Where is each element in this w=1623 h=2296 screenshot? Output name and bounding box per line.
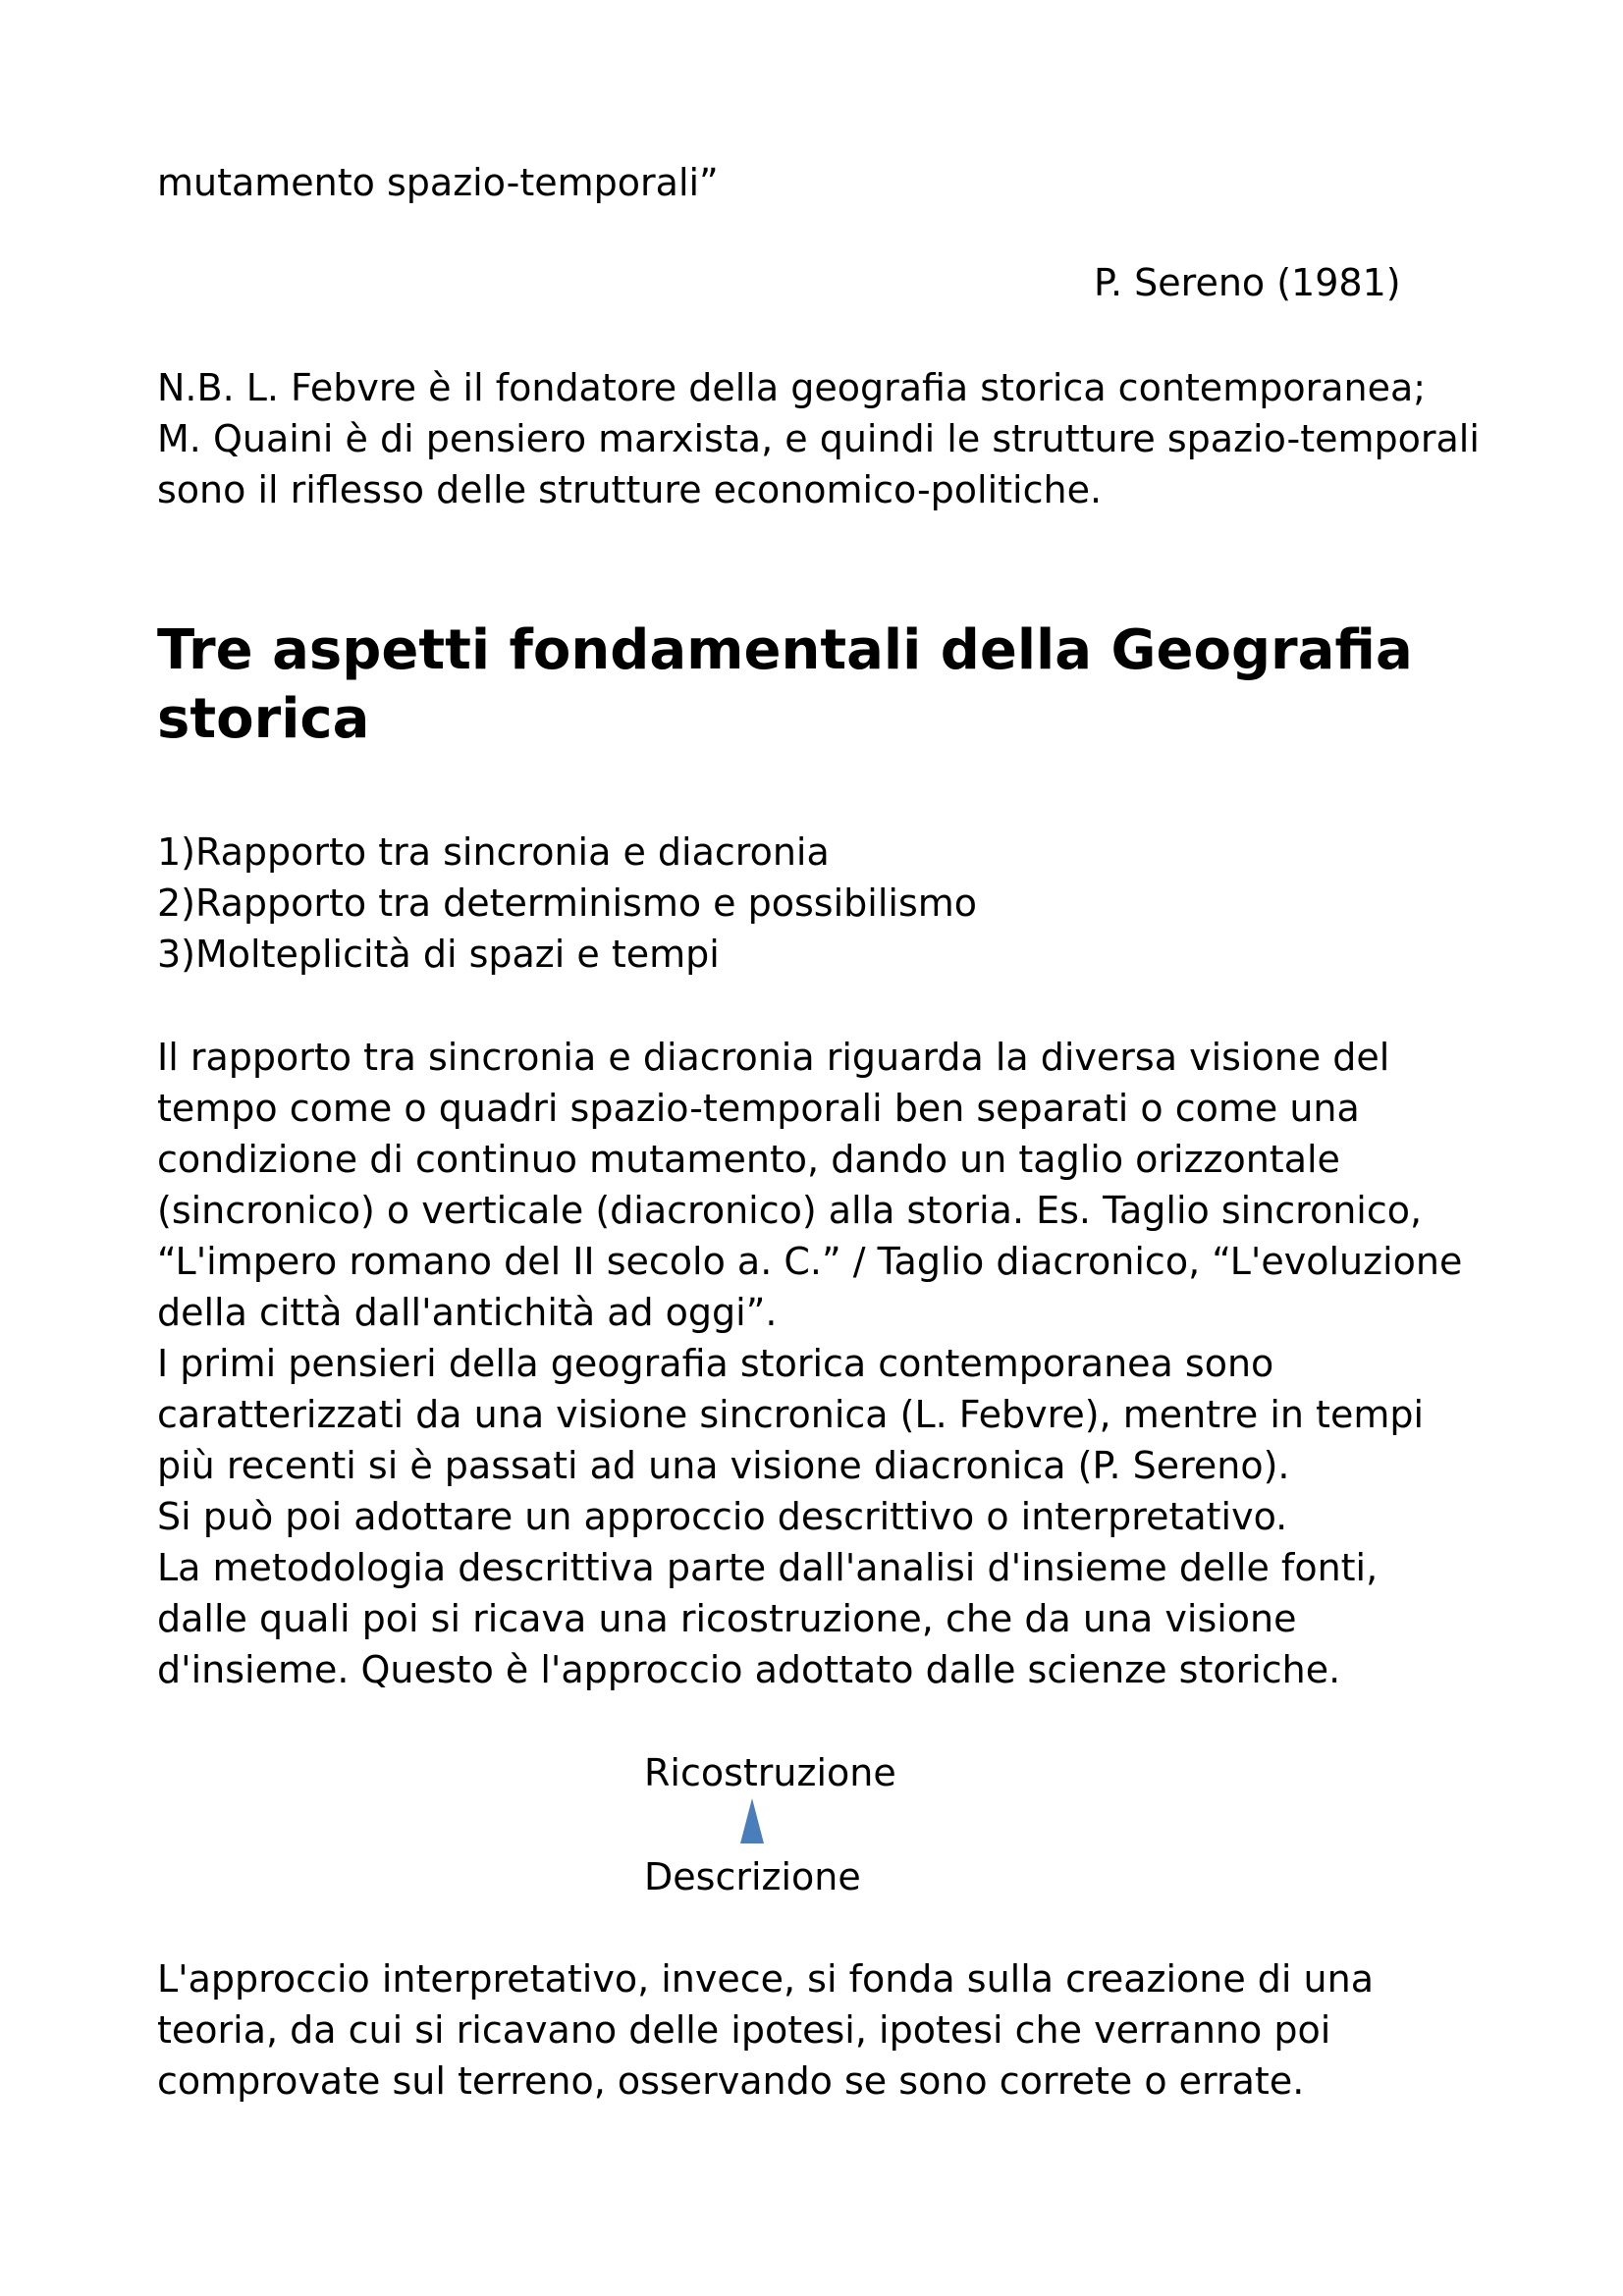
body-line: (sincronico) o verticale (diacronico) alla storia. Es. Taglio sincronico, [157, 1189, 1423, 1232]
closing-line: teoria, da cui si ricavano delle ipotesi, ipotesi che verranno poi [157, 2008, 1331, 2052]
diagram-top-label: Ricostruzione [644, 1751, 896, 1794]
closing-line: L'approccio interpretativo, invece, si fonda sulla creazione di una [157, 1957, 1375, 2001]
body-line: d'insieme. Questo è l'approccio adottato dalle scienze storiche. [157, 1648, 1341, 1691]
body-line: Il rapporto tra sincronia e diacronia riguarda la diversa visione del [157, 1036, 1390, 1079]
body-line: più recenti si è passati ad una visione diacronica (P. Sereno). [157, 1444, 1290, 1487]
list-item: 3)Molteplicità di spazi e tempi [157, 933, 720, 976]
closing-line: comprovate sul terreno, osservando se sono correte o errate. [157, 2059, 1305, 2103]
heading-line: Tre aspetti fondamentali della Geografia [157, 618, 1413, 682]
note-line: N.B. L. Febvre è il fondatore della geografia storica contemporanea; [157, 366, 1427, 409]
note-line: sono il riflesso delle strutture economico-politiche. [157, 468, 1103, 511]
body-line: I primi pensieri della geografia storica contemporanea sono [157, 1342, 1274, 1385]
body-line: condizione di continuo mutamento, dando un taglio orizzontale [157, 1138, 1340, 1181]
body-line: Si può poi adottare un approccio descrittivo o interpretativo. [157, 1495, 1288, 1538]
body-line: “L'impero romano del II secolo a. C.” / Taglio diacronico, “L'evoluzione [157, 1240, 1463, 1283]
body-line: La metodologia descrittiva parte dall'analisi d'insieme delle fonti, [157, 1546, 1379, 1589]
citation: P. Sereno (1981) [1094, 261, 1401, 304]
list-item: 2)Rapporto tra determinismo e possibilismo [157, 881, 978, 925]
list-item: 1)Rapporto tra sincronia e diacronia [157, 830, 830, 874]
body-line: tempo come o quadri spazio-temporali ben separati o come una [157, 1087, 1360, 1130]
document-page [157, 0, 1571, 2296]
body-line: della città dall'antichità ad oggi”. [157, 1291, 778, 1334]
top-fragment: mutamento spazio-temporali” [157, 161, 719, 204]
up-arrow-icon [740, 1798, 764, 1847]
heading-line: storica [157, 687, 370, 751]
note-line: M. Quaini è di pensiero marxista, e quindi le strutture spazio-temporali [157, 417, 1480, 460]
body-line: dalle quali poi si ricava una ricostruzione, che da una visione [157, 1597, 1297, 1640]
body-line: caratterizzati da una visione sincronica (L. Febvre), mentre in tempi [157, 1393, 1425, 1436]
diagram-bottom-label: Descrizione [644, 1855, 861, 1898]
